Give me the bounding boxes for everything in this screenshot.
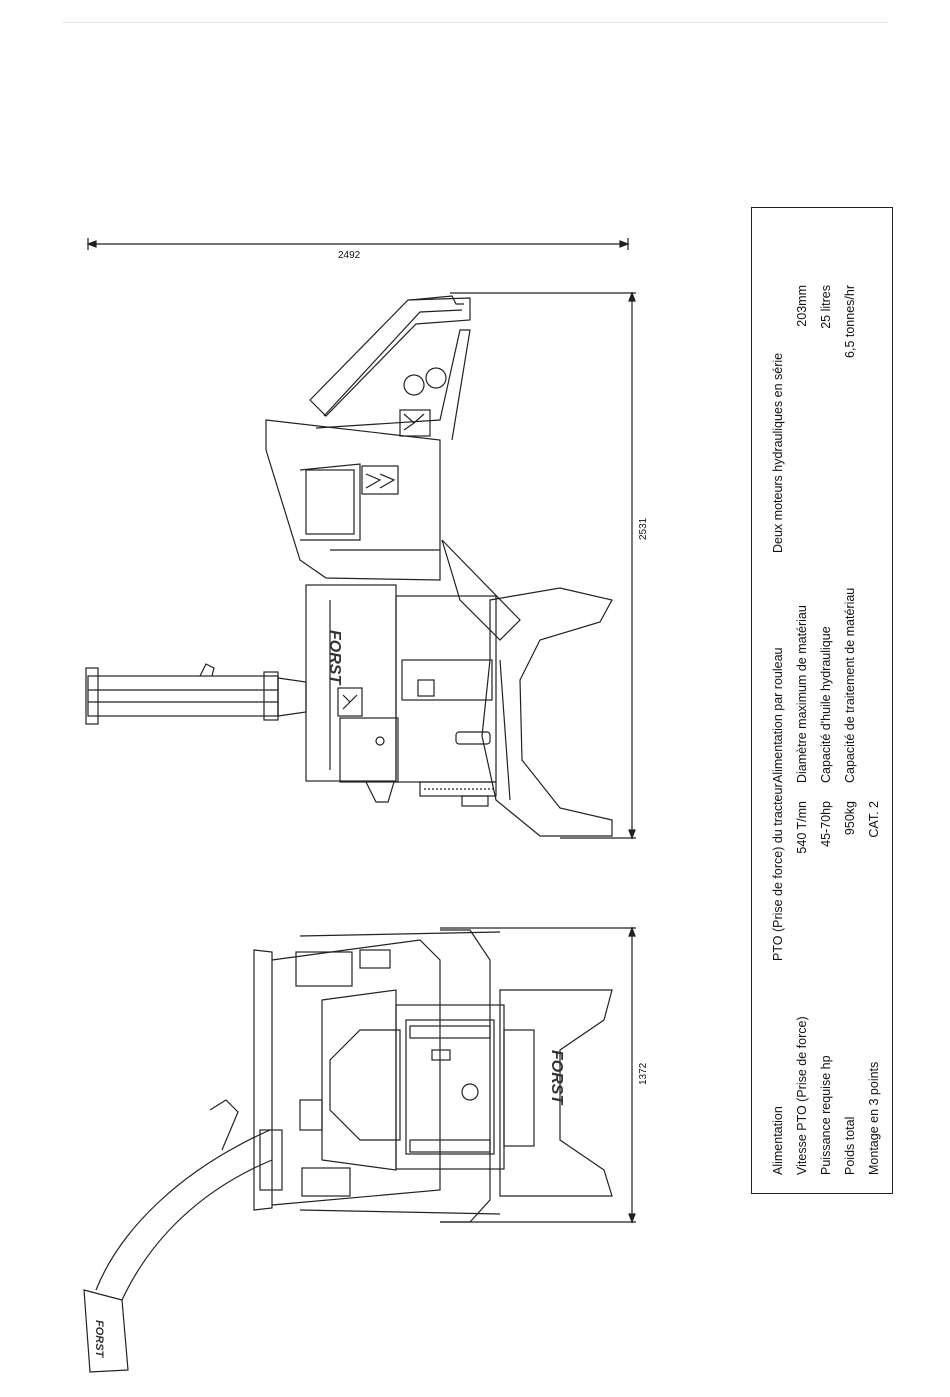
spec-value: CAT. 2 <box>867 801 881 838</box>
spec-label: Capacité de traitement de matériau <box>843 587 857 783</box>
front-view <box>84 930 612 1372</box>
spec-value: 950kg <box>843 801 857 836</box>
spec-label: Montage en 3 points <box>867 1061 881 1175</box>
spec-value: 45-70hp <box>819 801 833 847</box>
spec-label: Puissance requise hp <box>819 1055 833 1175</box>
length-dimension-line <box>88 238 628 250</box>
height-dimension-label: 2531 <box>638 517 649 540</box>
width-dimension-label: 1372 <box>638 1062 649 1085</box>
brand-logo-frame: FORST <box>548 1050 565 1105</box>
spec-value: 540 T/mn <box>795 801 809 854</box>
side-view <box>86 296 612 836</box>
brand-logo-chute: FORST <box>93 1320 105 1358</box>
spec-label: Capacité d'huile hydraulique <box>819 626 833 783</box>
spec-labels-1 <box>766 1016 886 1175</box>
spec-label: Diamètre maximum de matériau <box>795 605 809 783</box>
spec-values-1 <box>766 783 886 961</box>
spec-label: Alimentation par rouleau <box>771 647 785 783</box>
spec-table <box>751 207 893 1194</box>
spec-label: Poids total <box>843 1116 857 1175</box>
spec-value: Deux moteurs hydrauliques en série <box>771 352 785 553</box>
spec-label: Vitesse PTO (Prise de force) <box>795 1016 809 1175</box>
spec-value: PTO (Prise de force) du tracteur <box>771 783 785 961</box>
height-dimension-line <box>450 293 636 838</box>
spec-values-3 <box>790 285 862 425</box>
spec-value: 6,5 tonnes/hr <box>843 285 857 358</box>
brand-logo-side: FORST <box>326 630 343 685</box>
spec-label: Alimentation <box>771 1106 785 1175</box>
spec-value: 25 litres <box>819 285 833 329</box>
spec-value: 203mm <box>795 285 809 327</box>
spec-values-2 <box>766 353 790 553</box>
spec-labels-2 <box>766 588 862 783</box>
length-dimension-label: 2492 <box>338 250 361 261</box>
